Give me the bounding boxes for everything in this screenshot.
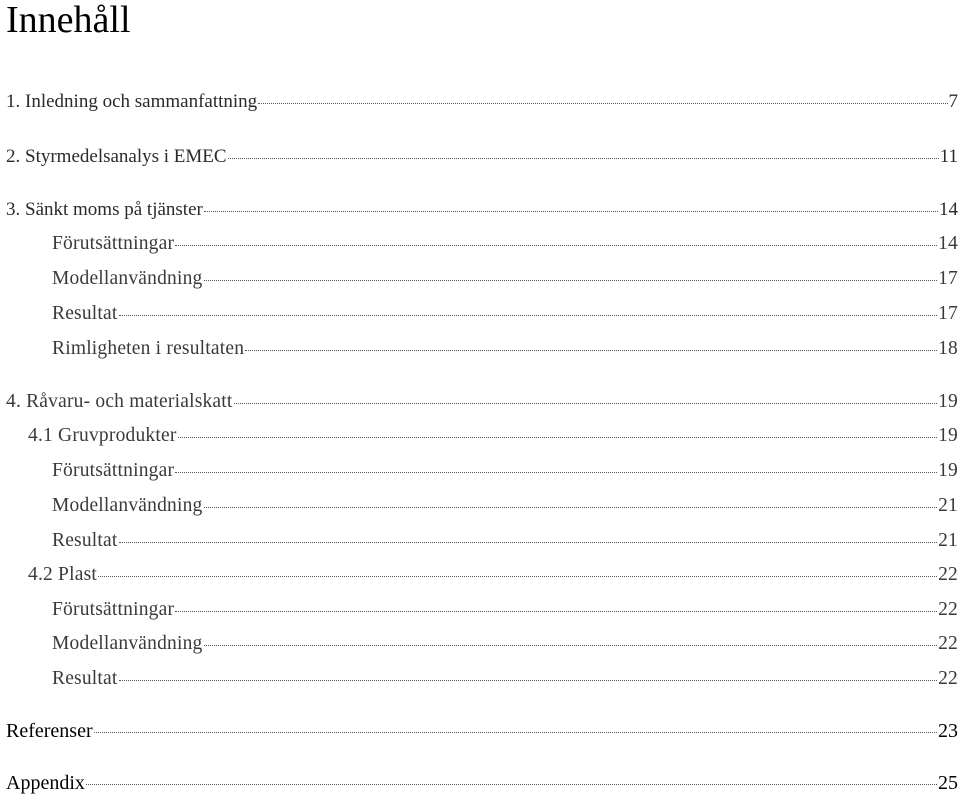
toc-entry-page: 25 [938, 772, 958, 794]
toc-entry-label: 1. Inledning och sammanfattning [6, 91, 258, 112]
toc-leader-dots [119, 680, 938, 681]
toc-entry-page: 23 [938, 720, 958, 742]
toc-entry-3-3[interactable] [52, 302, 960, 326]
toc-entry-2[interactable] [6, 145, 960, 169]
toc-entry-page: 17 [938, 268, 958, 289]
toc-title: Innehåll [6, 0, 131, 41]
toc-entry-label: 3. Sänkt moms på tjänster [6, 199, 203, 220]
toc-entry-page: 21 [938, 530, 958, 551]
toc-leader-dots [94, 732, 937, 733]
toc-entry-3-2[interactable] [52, 267, 960, 291]
toc-entry-1[interactable] [6, 90, 960, 114]
toc-entry-label: Modellanvändning [52, 495, 203, 516]
toc-entry-4-1-2[interactable] [52, 494, 960, 518]
toc-entry-label: Appendix [6, 772, 85, 794]
toc-leader-dots [258, 103, 947, 104]
toc-entry-4-1[interactable] [28, 424, 960, 448]
toc-entry-label: Rimligheten i resultaten [52, 338, 245, 359]
toc-leader-dots [175, 611, 937, 612]
toc-leader-dots [178, 437, 938, 438]
toc-leader-dots [204, 507, 938, 508]
toc-entry-page: 17 [938, 303, 958, 324]
toc-leader-dots [175, 245, 937, 246]
toc-leader-dots [98, 576, 937, 577]
toc-leader-dots [204, 645, 938, 646]
toc-entry-page: 22 [938, 633, 958, 654]
toc-entry-page: 22 [938, 599, 958, 620]
toc-entry-4-2[interactable] [28, 563, 960, 587]
toc-entry-label: Förutsättningar [52, 460, 175, 481]
toc-entry-appendix[interactable] [6, 771, 960, 795]
toc-entry-label: Resultat [52, 303, 118, 324]
toc-entry-page: 14 [939, 199, 958, 220]
toc-entry-page: 19 [938, 391, 958, 412]
toc-entry-3[interactable] [6, 198, 960, 222]
toc-entry-page: 21 [938, 495, 958, 516]
toc-entry-3-1[interactable] [52, 232, 960, 256]
toc-leader-dots [234, 403, 938, 404]
toc-entry-page: 19 [938, 460, 958, 481]
toc-leader-dots [119, 542, 938, 543]
toc-entry-label: Förutsättningar [52, 233, 175, 254]
toc-entry-4-2-3[interactable] [52, 667, 960, 691]
toc-entry-4-2-2[interactable] [52, 632, 960, 656]
toc-entry-label: Resultat [52, 530, 118, 551]
toc-entry-label: Resultat [52, 668, 118, 689]
toc-entry-page: 14 [938, 233, 958, 254]
toc-entry-label: Förutsättningar [52, 599, 175, 620]
toc-entry-4-1-3[interactable] [52, 529, 960, 553]
toc-leader-dots [119, 315, 938, 316]
toc-entry-page: 22 [938, 668, 958, 689]
toc-leader-dots [228, 158, 939, 159]
toc-entry-label: 4. Råvaru- och materialskatt [6, 391, 233, 412]
toc-entry-label: Modellanvändning [52, 633, 203, 654]
toc-entry-3-4[interactable] [52, 337, 960, 361]
toc-leader-dots [204, 280, 938, 281]
toc-entry-page: 7 [948, 91, 958, 112]
toc-entry-4-1-1[interactable] [52, 459, 960, 483]
toc-entry-label: 4.1 Gruvprodukter [28, 425, 177, 446]
toc-entry-label: 2. Styrmedelsanalys i EMEC [6, 146, 227, 167]
toc-entry-label: Modellanvändning [52, 268, 203, 289]
toc-entry-page: 11 [939, 146, 958, 167]
toc-entry-4-2-1[interactable] [52, 598, 960, 622]
toc-leader-dots [86, 784, 937, 785]
toc-entry-4[interactable] [6, 390, 960, 414]
toc-entry-label: 4.2 Plast [28, 564, 97, 585]
toc-leader-dots [245, 350, 937, 351]
toc-entry-page: 22 [938, 564, 958, 585]
toc-entry-references[interactable] [6, 719, 960, 743]
toc-entry-page: 18 [938, 338, 958, 359]
toc-leader-dots [175, 472, 937, 473]
toc-entry-page: 19 [938, 425, 958, 446]
toc-entry-label: Referenser [6, 720, 93, 742]
toc-leader-dots [204, 211, 938, 212]
